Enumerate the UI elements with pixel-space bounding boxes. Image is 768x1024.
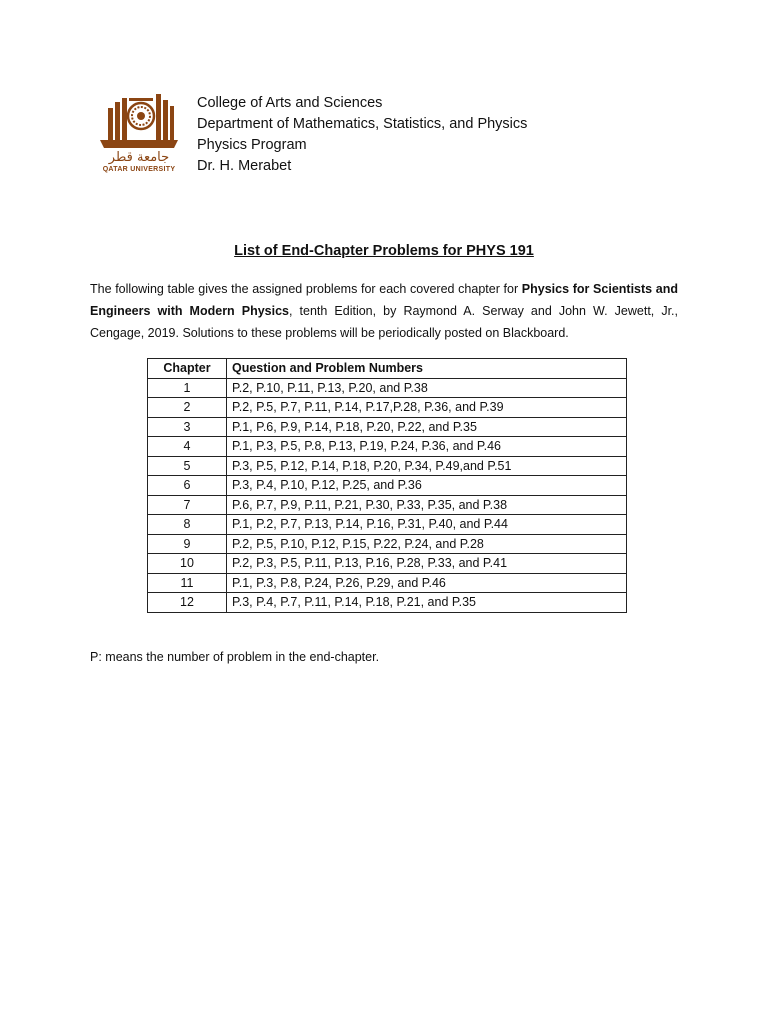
chapter-cell: 8 (148, 515, 227, 535)
table-body (148, 378, 627, 612)
book-title: Physics for Scientists and Engineers with Modern Physics (90, 282, 678, 318)
table-row (148, 456, 627, 476)
qatar-university-logo (96, 88, 182, 174)
table-row (148, 554, 627, 574)
table-row (148, 495, 627, 515)
chapter-cell: 5 (148, 456, 227, 476)
program-name: Physics Program (197, 137, 307, 153)
problems-cell: P.3, P.5, P.12, P.14, P.18, P.20, P.34, P.49,and P.51 (227, 456, 627, 476)
table-row (148, 417, 627, 437)
table-row (148, 515, 627, 535)
intro-text-1: The following table gives the assigned problems for each covered chapter for (90, 282, 522, 296)
problems-cell: P.2, P.10, P.11, P.13, P.20, and P.38 (227, 378, 627, 398)
problems-cell: P.3, P.4, P.10, P.12, P.25, and P.36 (227, 476, 627, 496)
chapter-cell: 4 (148, 437, 227, 457)
problems-table (147, 358, 627, 613)
chapter-cell: 9 (148, 534, 227, 554)
column-header-problems: Question and Problem Numbers (227, 359, 627, 379)
chapter-cell: 1 (148, 378, 227, 398)
header-block (197, 93, 527, 177)
table-row (148, 398, 627, 418)
table-header-row (148, 359, 627, 379)
table-row (148, 573, 627, 593)
problems-cell: P.1, P.3, P.8, P.24, P.26, P.29, and P.46 (227, 573, 627, 593)
instructor-name: Dr. H. Merabet (197, 158, 292, 174)
problems-cell: P.1, P.6, P.9, P.14, P.18, P.20, P.22, and P.35 (227, 417, 627, 437)
intro-paragraph (90, 278, 678, 344)
problems-cell: P.2, P.5, P.10, P.12, P.15, P.22, P.24, and P.28 (227, 534, 627, 554)
problems-cell: P.1, P.3, P.5, P.8, P.13, P.19, P.24, P.36, and P.46 (227, 437, 627, 457)
problems-cell: P.6, P.7, P.9, P.11, P.21, P.30, P.33, P.35, and P.38 (227, 495, 627, 515)
svg-text:جامعة قطر: جامعة قطر (108, 150, 170, 165)
chapter-cell: 10 (148, 554, 227, 574)
chapter-cell: 12 (148, 593, 227, 613)
department-name: Department of Mathematics, Statistics, and Physics (197, 116, 528, 132)
chapter-cell: 7 (148, 495, 227, 515)
footnote: P: means the number of problem in the end-chapter. (90, 650, 380, 664)
college-name: College of Arts and Sciences (197, 95, 383, 111)
table-row (148, 476, 627, 496)
table-row (148, 593, 627, 613)
svg-text:QATAR UNIVERSITY: QATAR UNIVERSITY (102, 166, 176, 173)
chapter-cell: 2 (148, 398, 227, 418)
problems-cell: P.3, P.4, P.7, P.11, P.14, P.18, P.21, and P.35 (227, 593, 627, 613)
chapter-cell: 6 (148, 476, 227, 496)
problems-cell: P.2, P.5, P.7, P.11, P.14, P.17,P.28, P.36, and P.39 (227, 398, 627, 418)
table-row (148, 534, 627, 554)
table-row (148, 378, 627, 398)
table-row (148, 437, 627, 457)
chapter-cell: 11 (148, 573, 227, 593)
chapter-cell: 3 (148, 417, 227, 437)
intro-text-2: , tenth Edition, by Raymond A. Serway and John W. Jewett, Jr., Cengage, 2019. Solutions to these problems will be periodically posted on Blackboard. (90, 304, 678, 340)
problems-cell: P.2, P.3, P.5, P.11, P.13, P.16, P.28, P.33, and P.41 (227, 554, 627, 574)
document-title: List of End-Chapter Problems for PHYS 191 (234, 243, 534, 259)
problems-cell: P.1, P.2, P.7, P.13, P.14, P.16, P.31, P.40, and P.44 (227, 515, 627, 535)
column-header-chapter: Chapter (148, 359, 227, 379)
